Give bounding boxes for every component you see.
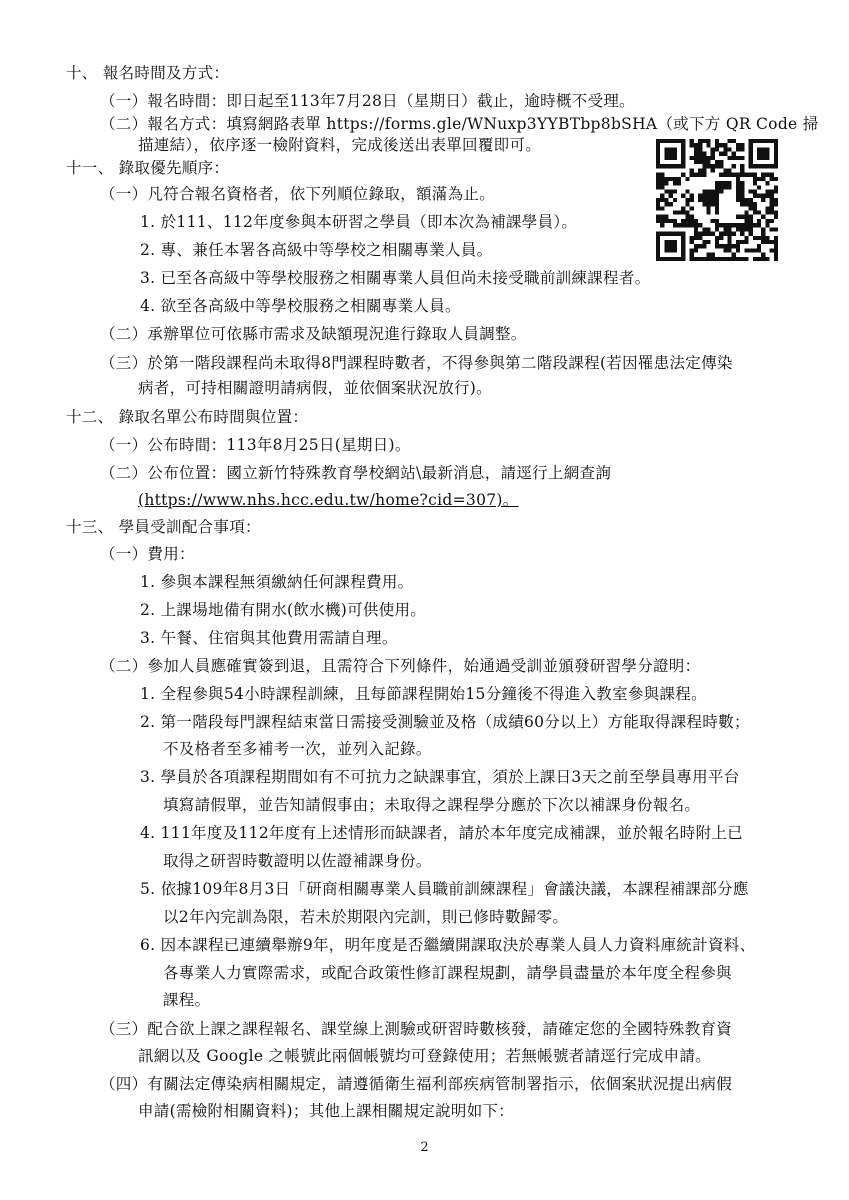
section-12-heading: 十二、 錄取名單公布時間與位置：	[66, 408, 309, 426]
admission-rule-1: （一）凡符合報名資格者，依下列順位錄取，額滿為止。	[100, 185, 496, 203]
fee-item-3: 3. 午餐、住宿與其他費用需請自理。	[140, 629, 398, 647]
fee-item-1: 1. 參與本課程無須繳納任何課程費用。	[140, 573, 414, 591]
registration-method: （二）報名方式：填寫網路表單 https://forms.gle/WNuxp3YYBTbp8bSHA（或下方 QR Code 掃	[100, 115, 819, 133]
attendance-item-4: 4. 111年度及112年度有上述情形而缺課者，請於本年度完成補課，並於報名時附上已	[140, 824, 743, 842]
page-number: 2	[420, 1140, 429, 1155]
section-11-heading: 十一、 錄取優先順序：	[66, 159, 230, 177]
attendance-item-6-cont2: 課程。	[163, 991, 211, 1009]
registration-method-cont: 描連結），依序逐一檢附資料，完成後送出表單回覆即可。	[138, 136, 542, 154]
fee-item-2: 2. 上課場地備有開水(飲水機)可供使用。	[140, 601, 427, 619]
disease-rule: （四）有關法定傳染病相關規定，請遵循衛生福利部疾病管制署指示，依個案狀況提出病假	[100, 1075, 733, 1093]
section-10-heading: 十、 報名時間及方式：	[66, 64, 230, 82]
section-13-heading: 十三、 學員受訓配合事項：	[66, 518, 261, 536]
priority-item-3: 3. 已至各高級中等學校服務之相關專業人員但尚未接受職前訓練課程者。	[140, 269, 651, 287]
priority-item-1: 1. 於111、112年度參與本研習之學員（即本次為補課學員）。	[140, 213, 578, 231]
priority-item-4: 4. 欲至各高級中等學校服務之相關專業人員。	[140, 297, 461, 315]
admission-rule-3: （三）於第一階段課程尚未取得8門課程時數者，不得參與第二階段課程(若因罹患法定傳染	[100, 354, 733, 372]
fees-heading: （一）費用：	[100, 545, 195, 563]
attendance-item-1: 1. 全程參與54小時課程訓練，且每節課程開始15分鐘後不得進入教室參與課程。	[140, 685, 707, 703]
announce-url-link[interactable]: (https://www.nhs.hcc.edu.tw/home?cid=307)。	[138, 491, 519, 509]
attendance-item-5-cont: 以2年內完訓為限，若未於期限內完訓，則已修時數歸零。	[163, 908, 569, 926]
announce-location: （二）公布位置：國立新竹特殊教育學校網站\最新消息，請逕行上網查詢	[100, 464, 612, 482]
admission-rule-2: （二）承辦單位可依縣市需求及缺額現況進行錄取人員調整。	[100, 325, 527, 343]
attendance-item-4-cont: 取得之研習時數證明以佐證補課身份。	[163, 852, 432, 870]
registration-time: （一）報名時間：即日起至113年7月28日（星期日）截止，逾時概不受理。	[100, 92, 635, 110]
attendance-item-6-cont: 各專業人力實際需求，或配合政策性修訂課程規劃，請學員盡量於本年度全程參與	[163, 964, 732, 982]
attendance-item-3: 3. 學員於各項課程期間如有不可抗力之缺課事宜，須於上課日3天之前至學員專用平台	[140, 768, 740, 786]
qr-code-icon[interactable]	[656, 139, 778, 261]
attendance-item-2: 2. 第一階段每門課程結束當日需接受測驗並及格（成績60分以上）方能取得課程時數；	[140, 713, 750, 731]
announce-time: （一）公布時間：113年8月25日(星期日)。	[100, 436, 411, 454]
admission-rule-3-cont: 病者，可持相關證明請病假，並依個案狀況放行)。	[138, 379, 492, 397]
attendance-item-3-cont: 填寫請假單，並告知請假事由；未取得之課程學分應於下次以補課身份報名。	[163, 796, 701, 814]
attendance-item-5: 5. 依據109年8月3日「研商相關專業人員職前訓練課程」會議決議，本課程補課部分應	[140, 880, 749, 898]
attendance-item-6: 6. 因本課程已連續舉辦9年，明年度是否繼續開課取決於專業人員人力資料庫統計資料、	[140, 936, 756, 954]
account-rule-cont: 訊網以及 Google 之帳號此兩個帳號均可登錄使用；若無帳號者請逕行完成申請。	[138, 1047, 711, 1065]
attendance-item-2-cont: 不及格者至多補考一次，並列入記錄。	[163, 740, 432, 758]
attendance-heading: （二）參加人員應確實簽到退，且需符合下列條件，始通過受訓並頒發研習學分證明：	[100, 657, 701, 675]
priority-item-2: 2. 專、兼任本署各高級中等學校之相關專業人員。	[140, 241, 493, 259]
disease-rule-cont: 申請(需檢附相關資料)；其他上課相關規定說明如下：	[138, 1102, 515, 1120]
account-rule: （三）配合欲上課之課程報名、課堂線上測驗或研習時數核發，請確定您的全國特殊教育資	[100, 1020, 733, 1038]
